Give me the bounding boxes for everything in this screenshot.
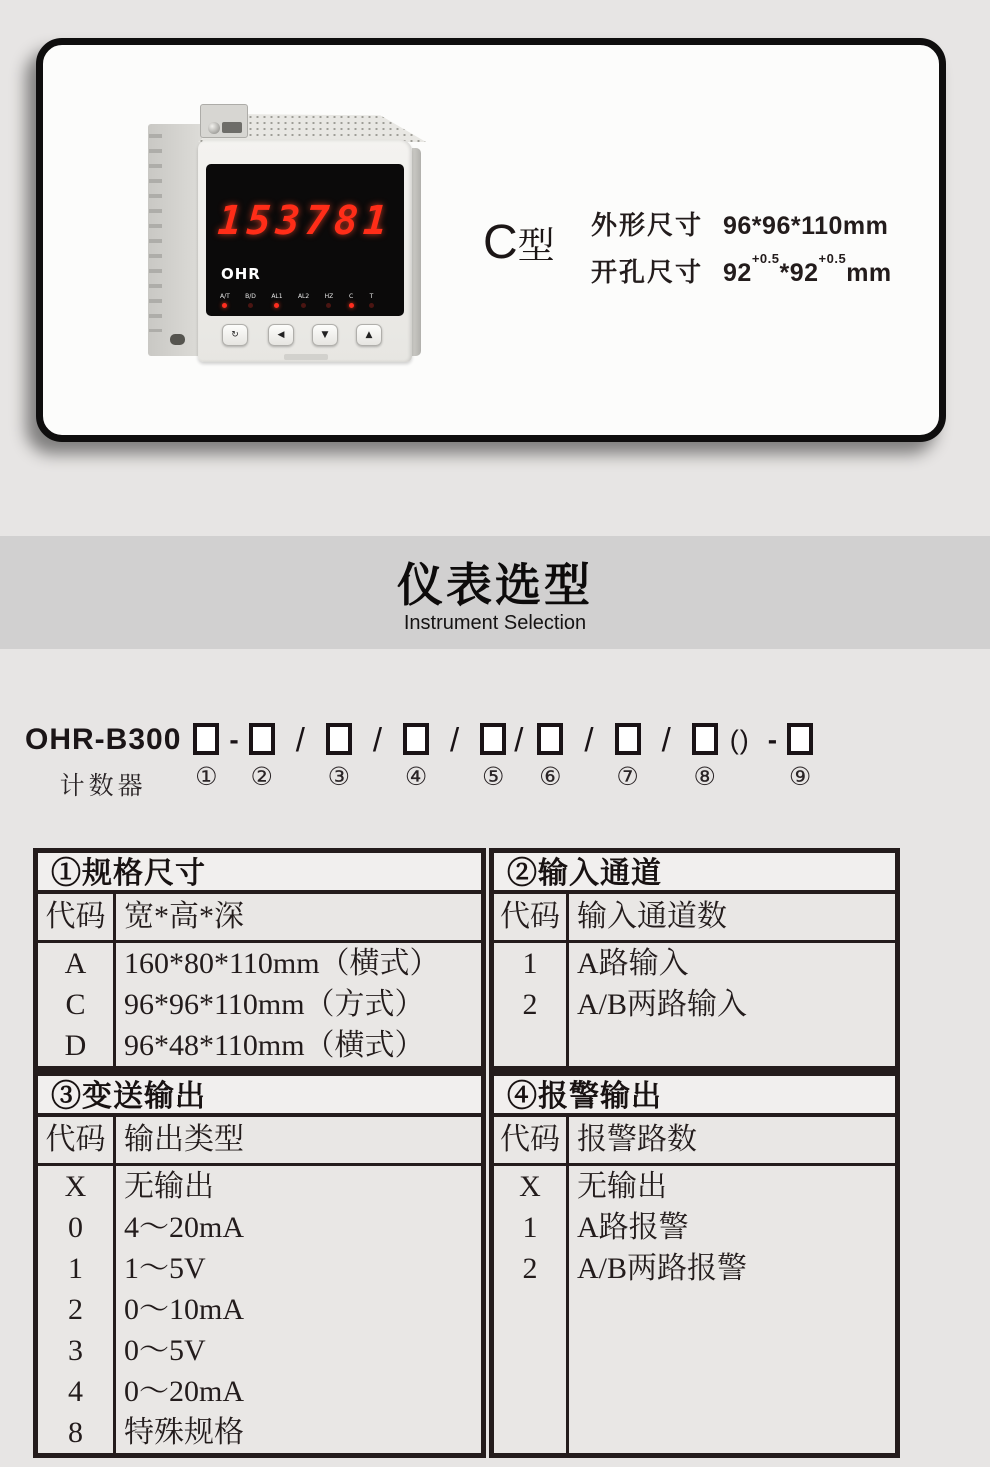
code-box xyxy=(480,723,506,755)
device-display xyxy=(206,164,404,316)
value-cell: 0～20mA xyxy=(124,1375,244,1408)
led-c xyxy=(349,293,354,308)
code-column-header: 代码 xyxy=(38,1117,116,1163)
section-body xyxy=(38,1166,481,1453)
device-right-edge xyxy=(412,148,421,356)
section-body xyxy=(494,1166,895,1453)
code-slot-1 xyxy=(193,719,219,790)
led-label: HZ xyxy=(324,293,334,300)
slot-number: ⑨ xyxy=(788,762,812,791)
code-cells xyxy=(494,943,569,1066)
outline-size-label: 外形尺寸 xyxy=(591,210,704,240)
model-prefix-block xyxy=(25,719,181,802)
code-cell: 8 xyxy=(68,1416,83,1449)
device-reset-button xyxy=(222,324,248,346)
section-header-row xyxy=(38,1117,481,1166)
value-cell: 无输出 xyxy=(577,1170,667,1203)
brand-logo: OHR xyxy=(221,265,261,283)
separator-dash: - xyxy=(229,724,239,755)
section-banner xyxy=(0,536,990,649)
separator-slash: / xyxy=(372,721,383,758)
separator-slash: / xyxy=(295,721,305,758)
slot-number: ③ xyxy=(327,762,351,791)
value-cell: 96*48*110mm（横式） xyxy=(124,1029,425,1062)
left-arrow-icon: ◀ xyxy=(277,330,285,340)
value-cell: 0～5V xyxy=(124,1334,206,1367)
separator-slash: / xyxy=(450,721,460,758)
section-title: ①规格尺寸 xyxy=(38,853,481,894)
device-down-button xyxy=(312,324,338,346)
code-cells xyxy=(494,1166,569,1453)
value-cells xyxy=(116,1166,481,1453)
device-terminal-block xyxy=(200,104,248,138)
code-slot-5 xyxy=(480,719,506,790)
value-cell: 160*80*110mm（横式） xyxy=(124,947,440,980)
code-cell: X xyxy=(64,1170,87,1203)
code-slot-4 xyxy=(403,719,429,790)
code-column-header: 代码 xyxy=(494,1117,569,1163)
value-cell: A路输入 xyxy=(577,947,689,980)
code-cell: D xyxy=(64,1029,87,1062)
led-hz xyxy=(325,293,334,308)
code-cell: 1 xyxy=(522,947,538,980)
section-spec-size xyxy=(33,848,486,1071)
led-t xyxy=(369,293,374,308)
desc-column-header: 输出类型 xyxy=(124,1123,244,1156)
banner-title: 仪表选型 xyxy=(397,559,593,611)
led-al2 xyxy=(298,293,309,308)
value-cells xyxy=(569,1166,895,1453)
table-left-column xyxy=(33,848,486,1458)
section-body xyxy=(494,943,895,1066)
model-prefix: OHR-B300 xyxy=(25,723,182,756)
desc-column-header: 报警路数 xyxy=(577,1123,697,1156)
code-box xyxy=(326,723,352,755)
code-slot-9 xyxy=(787,719,813,790)
led-label: C xyxy=(348,293,354,300)
code-box xyxy=(692,723,718,755)
section-title: ②输入通道 xyxy=(494,853,895,894)
led-bd xyxy=(245,293,256,308)
led-label: T xyxy=(369,293,374,300)
led-dot xyxy=(248,303,253,308)
code-box xyxy=(249,723,275,755)
led-al1 xyxy=(271,293,282,308)
outline-size-value: 96*96*110mm xyxy=(723,212,889,240)
code-cell: 1 xyxy=(68,1252,83,1285)
section-input-channel xyxy=(489,848,900,1071)
slot-number: ⑧ xyxy=(693,762,716,791)
value-cell: A路报警 xyxy=(577,1211,689,1244)
section-header-row xyxy=(38,894,481,943)
value-cell: A/B两路输入 xyxy=(577,988,748,1021)
code-box xyxy=(193,723,219,755)
device-front-panel xyxy=(198,140,412,362)
code-cell: 1 xyxy=(522,1211,538,1244)
code-cell: C xyxy=(65,988,86,1021)
down-arrow-icon: ▼ xyxy=(321,330,329,340)
cutout-size-row xyxy=(591,252,892,299)
separator-slash: / xyxy=(661,721,671,758)
code-box xyxy=(787,723,813,755)
device-bottom-notch xyxy=(284,354,328,360)
value-cell: 特殊规格 xyxy=(124,1416,244,1449)
selection-table xyxy=(33,848,900,1458)
display-digits: 153781 xyxy=(216,198,394,244)
cutout-size-value: $92^{+0.5}*92^{+0.5}mm$ xyxy=(723,250,892,287)
up-arrow-icon: ▲ xyxy=(365,330,373,340)
code-slot-3 xyxy=(326,719,352,790)
code-column-header: 代码 xyxy=(38,894,116,940)
separator-slash: / xyxy=(584,721,594,758)
screw-icon xyxy=(208,122,220,134)
desc-column-header: 宽*高*深 xyxy=(124,900,244,933)
device-left-button xyxy=(268,324,294,346)
led-label: B/D xyxy=(245,293,256,300)
led-dot xyxy=(274,303,279,308)
code-box xyxy=(615,723,641,755)
code-slot-8 xyxy=(692,719,718,790)
led-label: A/T xyxy=(220,293,230,300)
desc-column-header: 输入通道数 xyxy=(577,900,727,933)
table-right-column xyxy=(489,848,900,1458)
code-cells xyxy=(38,1166,116,1453)
dimension-info xyxy=(591,205,892,299)
led-dot xyxy=(222,303,227,308)
model-code xyxy=(25,719,955,802)
model-prefix-label: 计数器 xyxy=(59,773,147,800)
separator-dash: - xyxy=(767,724,778,755)
code-box xyxy=(537,723,563,755)
slot-number: ① xyxy=(195,762,218,791)
section-title: ④报警输出 xyxy=(494,1076,895,1117)
section-header-row xyxy=(494,894,895,943)
value-cells xyxy=(569,943,895,1066)
value-cell: 4～20mA xyxy=(124,1211,244,1244)
led-label: AL1 xyxy=(271,293,283,300)
value-cell: 96*96*110mm（方式） xyxy=(124,988,425,1021)
section-transmit-output xyxy=(33,1071,486,1458)
slot-number: ④ xyxy=(404,762,428,791)
type-letter: C xyxy=(483,216,518,269)
slot-number: ⑤ xyxy=(482,762,505,791)
slot-number: ⑥ xyxy=(539,762,562,791)
led-indicator-row xyxy=(220,293,374,308)
slot-number: ② xyxy=(250,762,273,791)
code-cells xyxy=(38,943,116,1066)
slot-number: ⑦ xyxy=(616,762,639,791)
device-side-slot xyxy=(170,334,185,345)
device-side-panel xyxy=(148,124,202,356)
cutout-size-label: 开孔尺寸 xyxy=(591,257,704,287)
value-cell: A/B两路报警 xyxy=(577,1252,748,1285)
value-cell: 0～10mA xyxy=(124,1293,244,1326)
led-dot xyxy=(326,303,331,308)
device-up-button xyxy=(356,324,382,346)
code-cell: 3 xyxy=(68,1334,83,1367)
code-cell: 2 xyxy=(522,988,538,1021)
code-slot-7 xyxy=(615,719,641,790)
section-title: ③变送输出 xyxy=(38,1076,481,1117)
led-dot xyxy=(301,303,306,308)
code-cell: X xyxy=(519,1170,541,1203)
value-cells xyxy=(116,943,481,1066)
model-type-label xyxy=(483,215,555,270)
reset-icon: ↻ xyxy=(231,330,239,340)
value-cell: 1～5V xyxy=(124,1252,206,1285)
led-at xyxy=(220,293,230,308)
value-cell: 无输出 xyxy=(124,1170,214,1203)
code-cell: A xyxy=(64,947,87,980)
section-alarm-output xyxy=(489,1071,900,1458)
code-cell: 2 xyxy=(68,1293,83,1326)
led-dot xyxy=(349,303,354,308)
code-cell: 4 xyxy=(68,1375,83,1408)
code-slot-6 xyxy=(537,719,563,790)
banner-subtitle: Instrument Selection xyxy=(403,612,587,634)
led-label: AL2 xyxy=(297,293,310,300)
code-column-header: 代码 xyxy=(494,894,569,940)
device-photo xyxy=(140,108,440,366)
code-box xyxy=(403,723,429,755)
separator-parens: () xyxy=(729,724,750,755)
type-suffix: 型 xyxy=(517,225,555,266)
outline-size-row xyxy=(591,205,892,252)
code-slot-2 xyxy=(249,719,275,790)
product-card xyxy=(36,38,946,442)
section-header-row xyxy=(494,1117,895,1166)
code-cell: 2 xyxy=(522,1252,538,1285)
section-body xyxy=(38,943,481,1066)
separator-slash: / xyxy=(514,721,524,758)
led-dot xyxy=(369,303,374,308)
code-cell: 0 xyxy=(68,1211,83,1244)
